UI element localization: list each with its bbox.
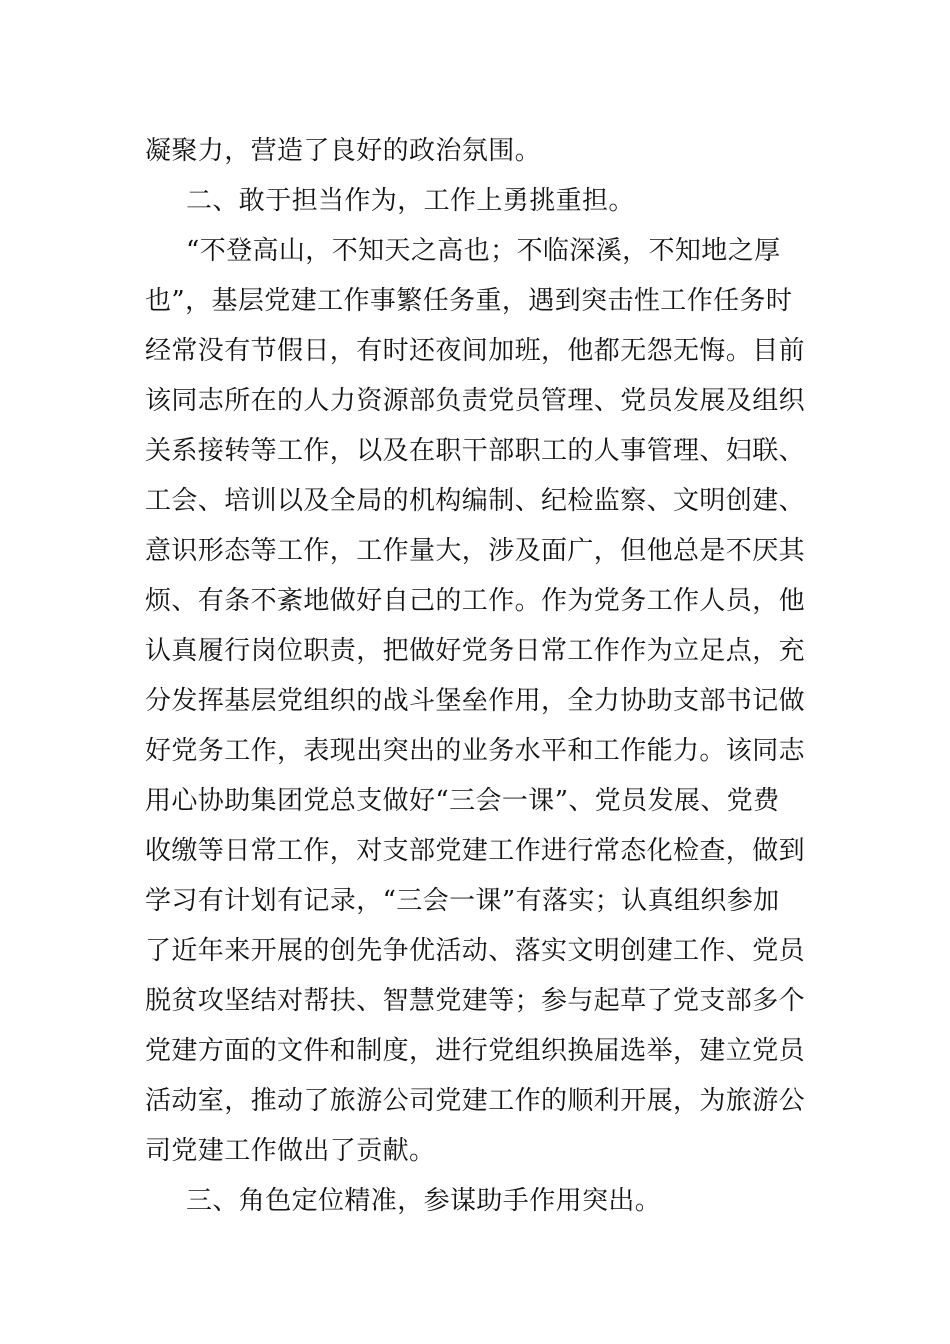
paragraph-line: 好党务工作，表现出突出的业务水平和工作能力。该同志 <box>145 736 806 766</box>
paragraph-line: 关系接转等工作，以及在职干部职工的人事管理、妇联、 <box>145 436 806 466</box>
paragraph-line: 经常没有节假日，有时还夜间加班，他都无怨无悔。目前 <box>145 336 806 366</box>
paragraph-line: 脱贫攻坚结对帮扶、智慧党建等；参与起草了党支部多个 <box>145 986 806 1016</box>
paragraph-line: “不登高山，不知天之高也；不临深溪，不知地之厚 <box>186 236 781 266</box>
paragraph-line: 收缴等日常工作，对支部党建工作进行常态化检查，做到 <box>145 836 806 866</box>
paragraph-line: 认真履行岗位职责，把做好党务日常工作作为立足点，充 <box>145 636 806 666</box>
paragraph-line: 分发挥基层党组织的战斗堡垒作用，全力协助支部书记做 <box>145 686 806 716</box>
paragraph-line: 意识形态等工作，工作量大，涉及面广，但他总是不厌其 <box>145 536 806 566</box>
paragraph-line: 也”，基层党建工作事繁任务重，遇到突击性工作任务时 <box>145 286 793 316</box>
paragraph-line: 党建方面的文件和制度，进行党组织换届选举，建立党员 <box>145 1036 806 1066</box>
paragraph-line: 学习有计划有记录，“三会一课”有落实；认真组织参加 <box>145 886 780 916</box>
paragraph-line: 烦、有条不紊地做好自己的工作。作为党务工作人员，他 <box>145 586 806 616</box>
paragraph-line: 该同志所在的人力资源部负责党员管理、党员发展及组织 <box>145 386 806 416</box>
section-heading: 三、角色定位精准，参谋助手作用突出。 <box>186 1186 662 1216</box>
paragraph-line: 活动室，推动了旅游公司党建工作的顺利开展，为旅游公 <box>145 1086 806 1116</box>
paragraph-line: 用心协助集团党总支做好“三会一课”、党员发展、党费 <box>145 786 780 816</box>
paragraph-line: 工会、培训以及全局的机构编制、纪检监察、文明创建、 <box>145 486 806 516</box>
paragraph-line: 凝聚力，营造了良好的政治氛围。 <box>145 136 542 166</box>
paragraph-line: 了近年来开展的创先争优活动、落实文明创建工作、党员 <box>145 936 806 966</box>
paragraph-line: 司党建工作做出了贡献。 <box>145 1136 436 1166</box>
section-heading: 二、敢于担当作为，工作上勇挑重担。 <box>186 186 635 216</box>
